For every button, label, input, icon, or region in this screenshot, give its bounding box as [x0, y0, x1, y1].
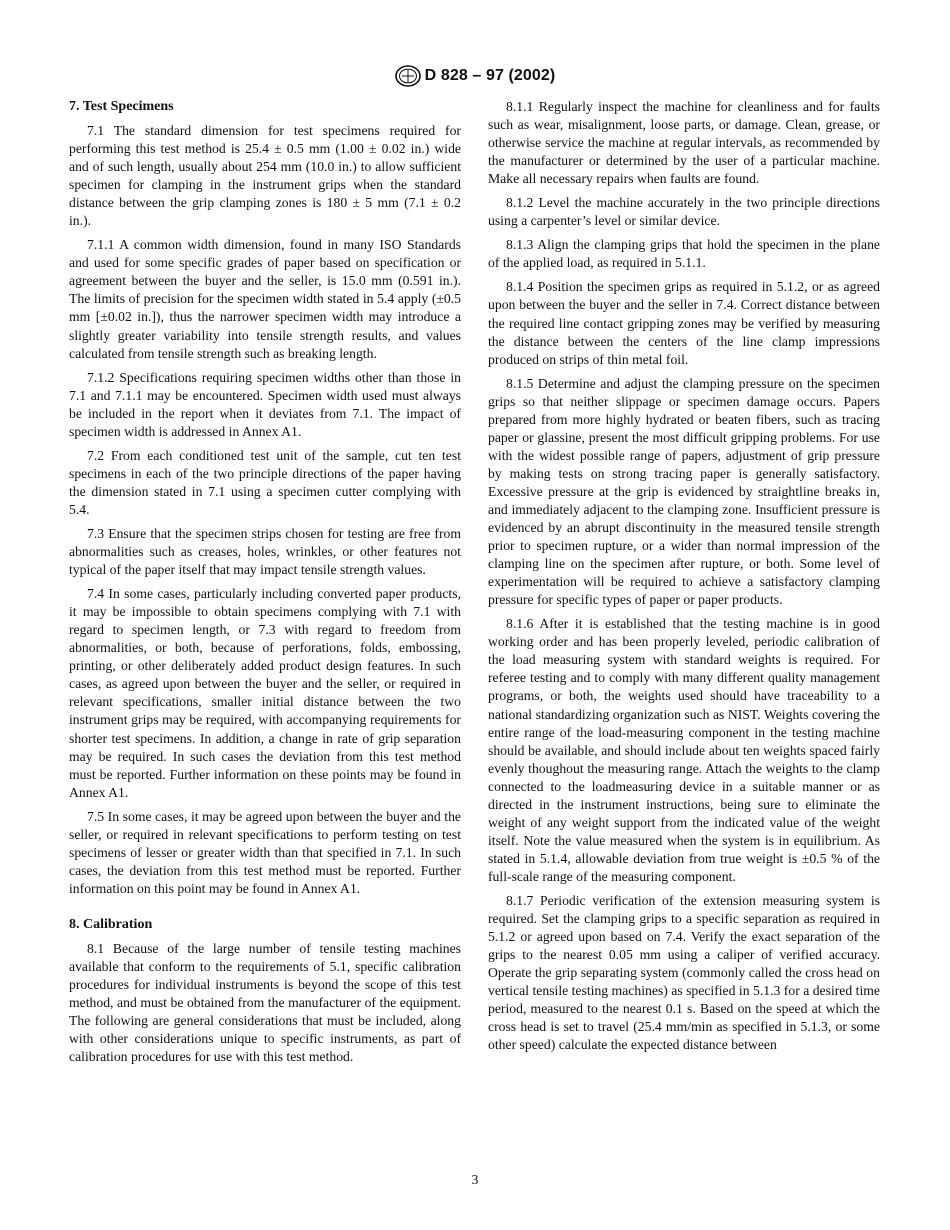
paragraph-7-1-1: 7.1.1 A common width dimension, found in many ISO Standards and used for some specific grades of paper based on specification or agreement between the buyer and the seller, is 15.0 mm (0.591 in.). The limits of precision for the specimen width stated in 5.4 apply (±0.5 mm [±0.02 in.]), thus the narrower specimen width may introduce a slightly greater variability into tensile strength results, and values calculated from tensile strength such as breaking length. [69, 237, 461, 361]
paragraph-8-1-2: 8.1.2 Level the machine accurately in the two principle directions using a carpenter’s level or similar device. [488, 195, 880, 229]
paragraph-7-1: 7.1 The standard dimension for test specimens required for performing this test method is 25.4 ± 0.5 mm (1.00 ± 0.02 in.) wide and of such length, usually about 254 mm (10.0 in.) to allow sufficient specimen for clamping in the instrument grips when the standard distance between the grip clamping zones is 180 ± 5 mm (7.1 ± 0.2 in.). [69, 123, 461, 229]
section-8-heading: 8. Calibration [69, 916, 153, 932]
paragraph-7-1-2: 7.1.2 Specifications requiring specimen widths other than those in 7.1 and 7.1.1 may be encountered. Specimen width used must always be included in the report when it deviates from 7.1. The impact of specimen width is addressed in Annex A1. [69, 369, 461, 439]
astm-logo-icon [395, 65, 421, 87]
paragraph-8-1-1: 8.1.1 Regularly inspect the machine for cleanliness and for faults such as wear, misalignment, loose parts, or damage. Clean, grease, or otherwise service the machine at regular intervals, as recommended by the manufacturer or determined by the user of a particular machine. Make all necessary repairs when faults are found. [488, 99, 880, 187]
paragraph-8-1-7: 8.1.7 Periodic verification of the extension measuring system is required. Set the clamping grips to a specific separation as required in 5.1.2 or agreed upon based on 7.4. Verify the exact separation of the grips to the nearest 0.05 mm using a caliper of verified accuracy. Operate the grip separating system (commonly called the cross head on vertical tensile testing machines) as specified in 5.1.3 for a desired time period, measured to the nearest 0.1 s. Based on the speed at which the cross head is set to travel (25.4 mm/min as specified in 5.1.3, or some other speed) calculate the expected distance between [488, 892, 880, 1053]
right-column [488, 98, 880, 1060]
paragraph-8-1-5: 8.1.5 Determine and adjust the clamping pressure on the specimen grips so that neither slippage or specimen damage occurs. Papers prepared from more highly hydrated or beaten fibers, such as tracing paper or glassine, present the most difficult gripping problems. For use with the widest possible range of papers, adjustment of grip pressure by making tests on strong tracing paper is generally satisfactory. Excessive pressure at the grip is evidenced by straightline breaks in, and immediately adjacent to the clamping zone. Insufficient pressure is evidenced by an abrupt discontinuity in the measured tensile strength prior to specimen rupture, or a wider than normal impression of the clamping line on the specimen after rupture, or both. Some level of experimentation will be required to achieve a satisfactory clamping pressure for specific types of paper or paper products. [488, 375, 880, 608]
section-7-heading: 7. Test Specimens [69, 99, 174, 114]
paragraph-7-4: 7.4 In some cases, particularly including converted paper products, it may be impossible to obtain specimens complying with 7.1 with regard to specimen length, or 7.3 with regard to freedom from abnormalities, or both, because of perforations, folds, embossing, printing, or other deliberately added product design features. In such cases, as agreed upon between the buyer and the seller, or required in relevant specifications, smaller initial distance between the two instrument grips may be required, with accompanying requirements for shorter test specimens. In addition, a change in rate of grip separation may be required. In such cases the deviation from this test method must be reported. Further information on these points may be found in Annex A1. [69, 586, 461, 800]
paragraph-7-5: 7.5 In some cases, it may be agreed upon between the buyer and the seller, or required in relevant specifications to perform testing on test specimens of lesser or greater width than that specified in 7.1. In such cases, the deviation from this test method must be reported. Further information on this point may be found in Annex A1. [69, 808, 461, 896]
page-header [0, 64, 950, 88]
paragraph-8-1-3: 8.1.3 Align the clamping grips that hold the specimen in the plane of the applied load, as required in 5.1.1. [488, 237, 880, 271]
document-designation: D 828 – 97 (2002) [424, 67, 556, 84]
page-number: 3 [471, 1172, 479, 1187]
paragraph-8-1-4: 8.1.4 Position the specimen grips as required in 5.1.2, or as agreed upon between the buyer and the seller in 7.4. Correct distance between the required line contact gripping zones may be verified by measuring the distance between the centers of the line clamp impressions produced on strips of thin metal foil. [488, 279, 880, 367]
paragraph-8-1-6: 8.1.6 After it is established that the testing machine is in good working order and has been properly leveled, periodic calibration of the load measuring system with standard weights is required. For referee testing and to comply with many different quality management programs, or both, the weights used should have traceability to a national standardizing organization such as NIST. Weights covering the entire range of the load-measuring component in the testing machine should be available, and should include about ten weights spaced fairly evenly thoughout the measuring range. Attach the weights to the clamp connected to the loadmeasuring device in a suitable manner or as directed in the instrument instructions, being sure to eliminate the weight of any weight support from the indicated value of the weight itself. Note the value measured when the system is in equilibrium. As stated in 5.1.4, allowable deviation from true weight is ±0.5 % of the full-scale range of the measuring component. [488, 616, 880, 884]
paragraph-7-3: 7.3 Ensure that the specimen strips chosen for testing are free from abnormalities such as creases, holes, wrinkles, or other features not typical of the paper itself that may impact tensile strength values. [69, 525, 461, 578]
paragraph-8-1: 8.1 Because of the large number of tensile testing machines available that conform to the requirements of 5.1, specific calibration procedures for individual instruments is beyond the scope of this test method, and must be obtained from the manufacturer of the equipment. The following are general considerations that must be included, along with other considerations unique to specific instruments, as part of calibration procedures for use with this test method. [69, 940, 461, 1065]
paragraph-7-2: 7.2 From each conditioned test unit of the sample, cut ten test specimens in each of the two principle directions of the paper having the dimension stated in 7.1 using a specimen cutter complying with 5.4. [69, 447, 461, 517]
left-column [69, 98, 461, 1072]
